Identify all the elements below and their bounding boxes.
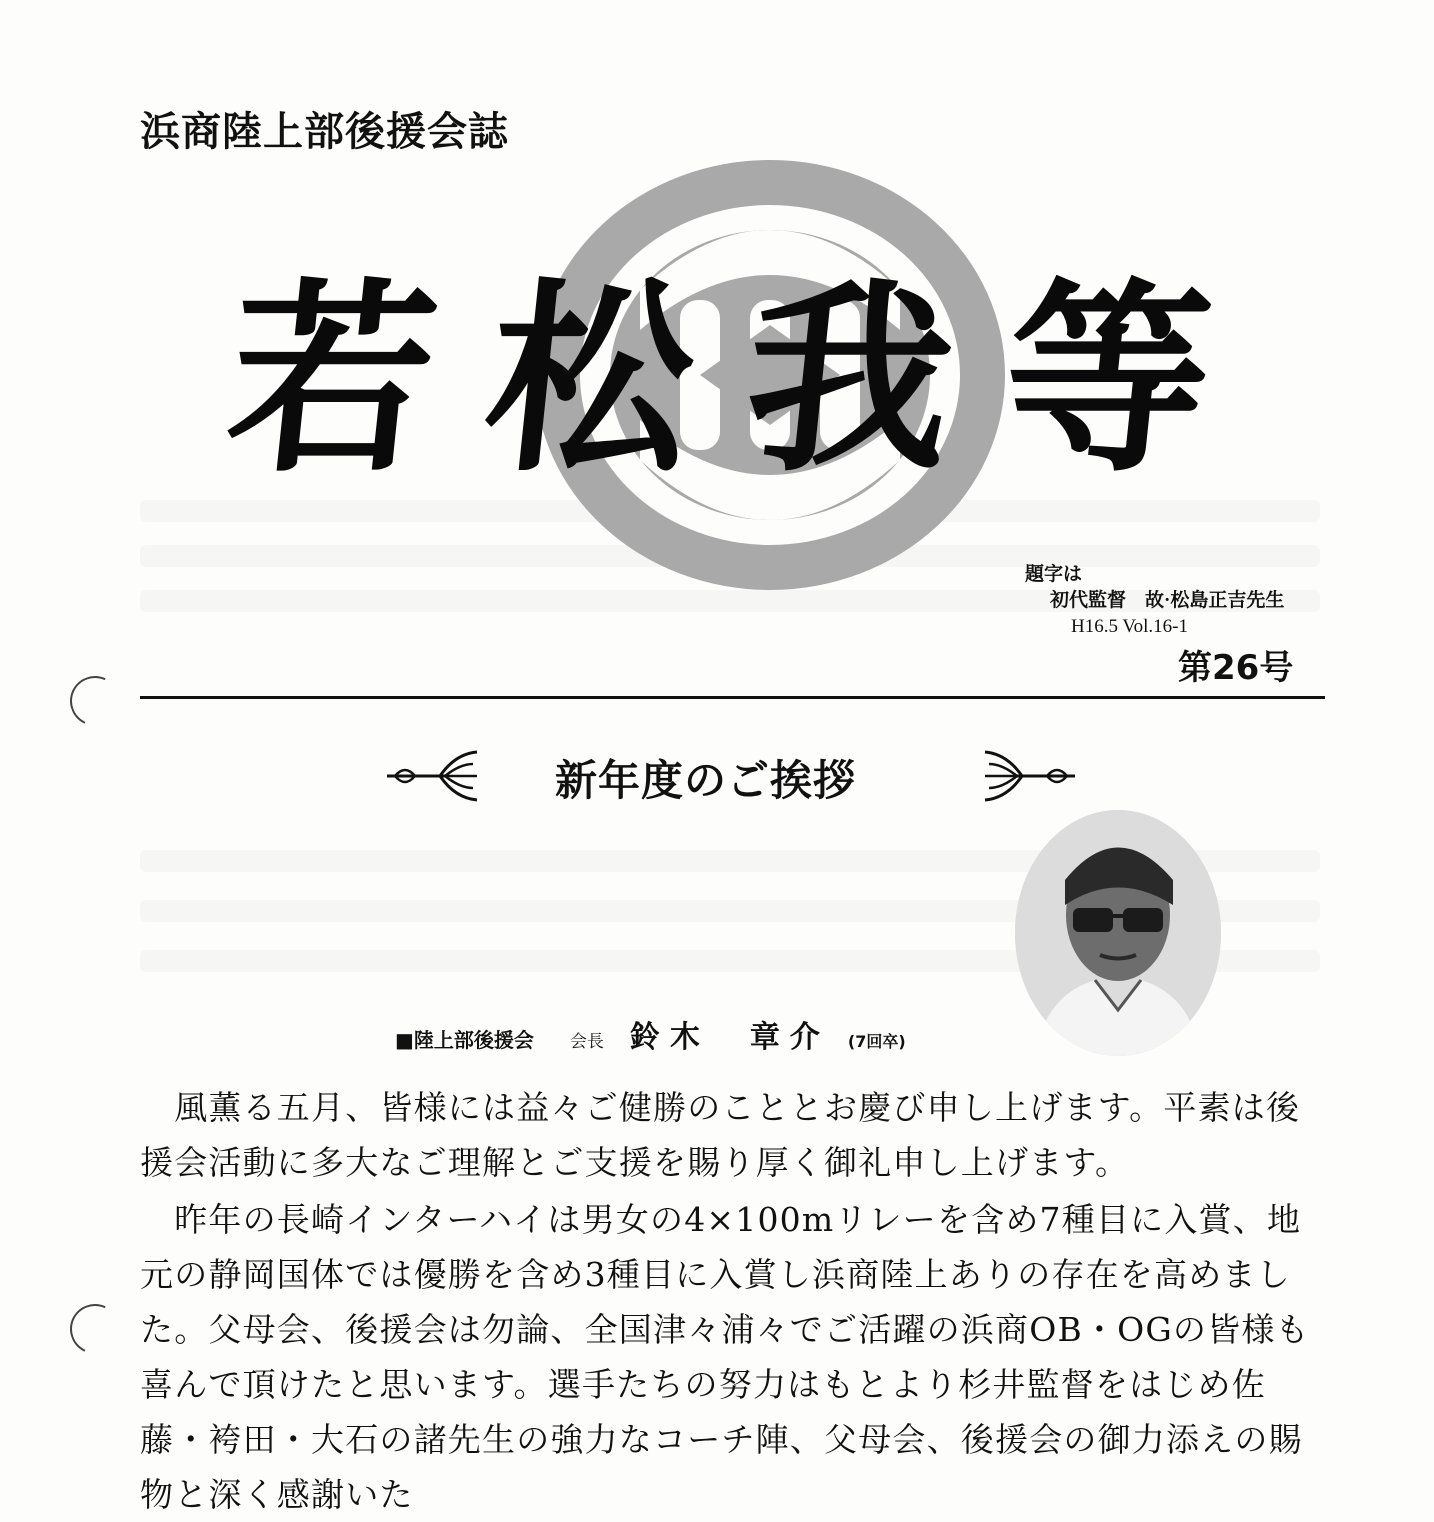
author-name: 鈴木 章介 — [629, 1020, 830, 1055]
masthead-char: 我 — [734, 259, 965, 500]
newsletter-subtitle: 浜商陸上部後援会誌 — [140, 109, 509, 155]
author-byline — [395, 1012, 906, 1056]
article-body — [140, 1080, 1330, 1522]
header-divider — [140, 696, 1325, 699]
credit-line: 初代監督 故·松島正吉先生 — [1050, 590, 1285, 611]
portrait-photo — [1015, 810, 1221, 1056]
organization-label: ■陸上部後援会 — [395, 1028, 534, 1052]
credit-line: 題字は — [1025, 564, 1083, 585]
punch-hole-icon — [63, 1297, 127, 1361]
volume-line: H16.5 Vol.16-1 — [1071, 616, 1189, 637]
masthead-char: 松 — [475, 259, 706, 500]
title-credit — [1025, 562, 1325, 640]
person-photo-icon — [1015, 810, 1221, 1056]
issue-number: 第26号 — [1178, 648, 1294, 688]
punch-hole-icon — [63, 669, 127, 733]
section-title: 新年度のご挨拶 — [555, 756, 857, 805]
masthead-title — [217, 259, 1223, 500]
masthead-char: 等 — [992, 259, 1223, 500]
article-paragraph: 昨年の長崎インターハイは男女の4×100mリレーを含め7種目に入賞、地元の静岡国体では優勝を含め3種目に入賞し浜商陸上ありの存在を高めました。父母会、後援会は勿論、全国津々浦々でご活躍の浜商OB・OGの皆様も喜んで頂けたと思います。選手たちの努力はもとより杉井監督をはじめ佐藤・袴田・大石の諸先生の強力なコーチ陣、父母会、後援会の御力添えの賜物と深く感謝いた — [140, 1200, 1310, 1514]
flourish-ornament-icon — [385, 750, 480, 802]
graduation-label: (7回卒) — [847, 1032, 906, 1051]
role-label: 会長 — [569, 1032, 604, 1052]
flourish-ornament-icon — [982, 750, 1077, 802]
masthead-char: 若 — [217, 259, 448, 500]
article-paragraph: 風薫る五月、皆様には益々ご健勝のこととお慶び申し上げます。平素は後援会活動に多大なご理解とご支援を賜り厚く御礼申し上げます。 — [140, 1088, 1301, 1182]
